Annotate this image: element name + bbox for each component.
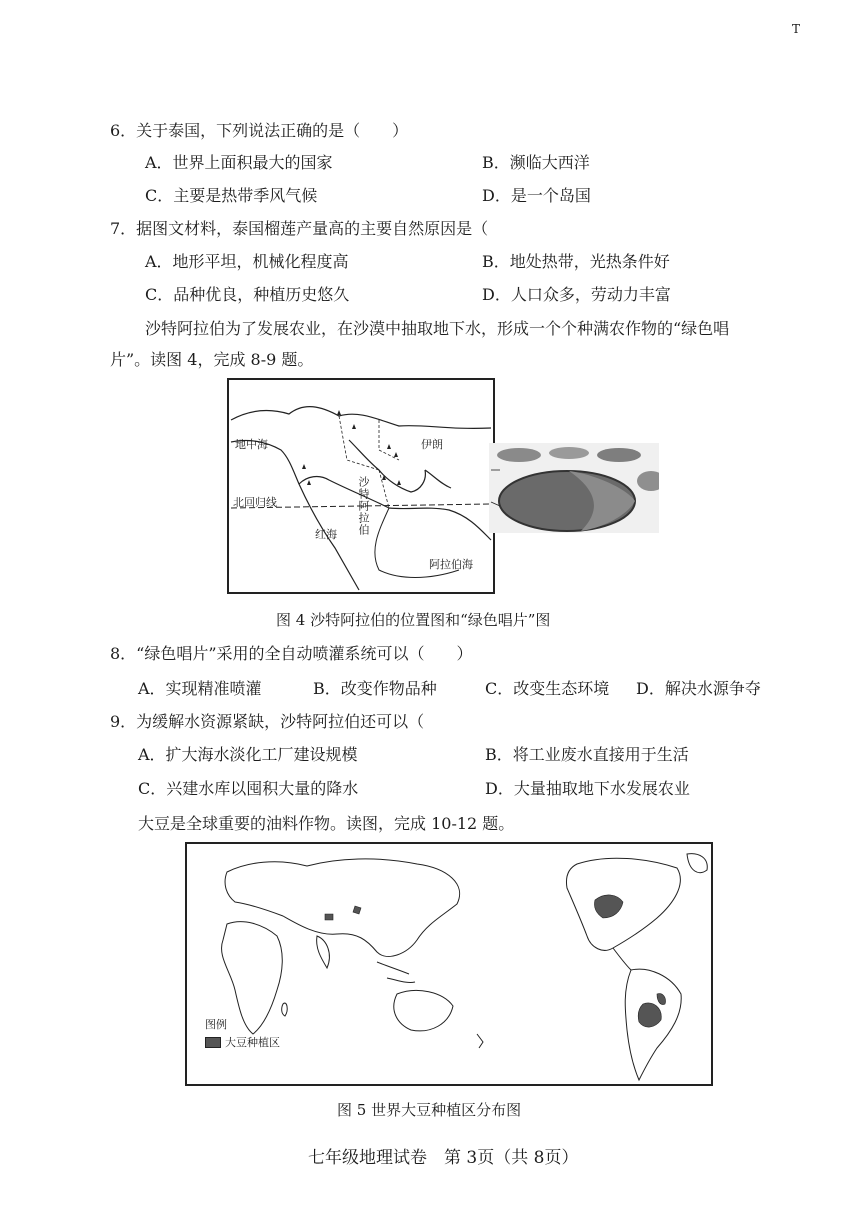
intro-8-9-line-2: 片”。读图 4，完成 8-9 题。 (110, 350, 314, 369)
label-saudi-arabia: 沙特阿拉伯 (357, 476, 370, 536)
figure-4-caption: 图 4 沙特阿拉伯的位置图和“绿色唱片”图 (276, 611, 551, 629)
question-9-option-a: A．扩大海水淡化工厂建设规模 (138, 745, 358, 764)
question-7-option-d: D．人口众多，劳动力丰富 (482, 285, 671, 304)
figure-5-map (185, 842, 713, 1086)
question-9-stem: 9．为缓解水资源紧缺，沙特阿拉伯还可以（ (110, 712, 425, 731)
figure-5-legend-item (205, 1034, 280, 1050)
figure-5-caption: 图 5 世界大豆种植区分布图 (337, 1101, 522, 1119)
question-6-option-c: C．主要是热带季风气候 (145, 186, 318, 205)
question-9-option-d: D．大量抽取地下水发展农业 (485, 779, 690, 798)
question-9-option-c: C．兴建水库以囤积大量的降水 (138, 779, 359, 798)
question-6-option-b: B．濒临大西洋 (482, 153, 590, 172)
label-mediterranean: 地中海 (235, 438, 268, 451)
question-8-option-d: D．解决水源争夺 (636, 679, 761, 698)
question-7-option-b: B．地处热带，光热条件好 (482, 252, 670, 271)
question-8-option-b: B．改变作物品种 (313, 679, 437, 698)
question-8-option-c: C．改变生态环境 (485, 679, 610, 698)
question-6-option-a: A．世界上面积最大的国家 (145, 153, 333, 172)
label-red-sea: 红海 (315, 528, 337, 541)
intro-8-9-line-1: 沙特阿拉伯为了发展农业，在沙漠中抽取地下水，形成一个个种满农作物的“绿色唱 (145, 319, 730, 338)
intro-10-12: 大豆是全球重要的油料作物。读图，完成 10-12 题。 (138, 814, 515, 833)
figure-5-legend-label: 大豆种植区 (225, 1036, 280, 1049)
question-8-option-a: A．实现精准喷灌 (138, 679, 262, 698)
question-7-option-a: A．地形平坦，机械化程度高 (145, 252, 349, 271)
corner-mark: T (791, 22, 800, 36)
question-7-option-c: C．品种优良，种植历史悠久 (145, 285, 350, 304)
page-footer: 七年级地理试卷 第 3页（共 8页） (308, 1148, 579, 1168)
soybean-area-swatch (205, 1037, 221, 1048)
question-6-option-d: D．是一个岛国 (482, 186, 591, 205)
label-tropic: 北回归线 (233, 496, 277, 509)
label-iran: 伊朗 (421, 438, 443, 451)
question-7-stem: 7．据图文材料，泰国榴莲产量高的主要自然原因是（ (110, 219, 489, 238)
question-9-option-b: B．将工业废水直接用于生活 (485, 745, 689, 764)
label-arabian-sea: 阿拉伯海 (429, 558, 473, 571)
question-8-stem: 8．“绿色唱片”采用的全自动喷灌系统可以（ ） (110, 644, 473, 663)
question-6-stem: 6．关于泰国，下列说法正确的是（ ） (110, 121, 409, 140)
figure-5-legend-title: 图例 (205, 1018, 227, 1031)
